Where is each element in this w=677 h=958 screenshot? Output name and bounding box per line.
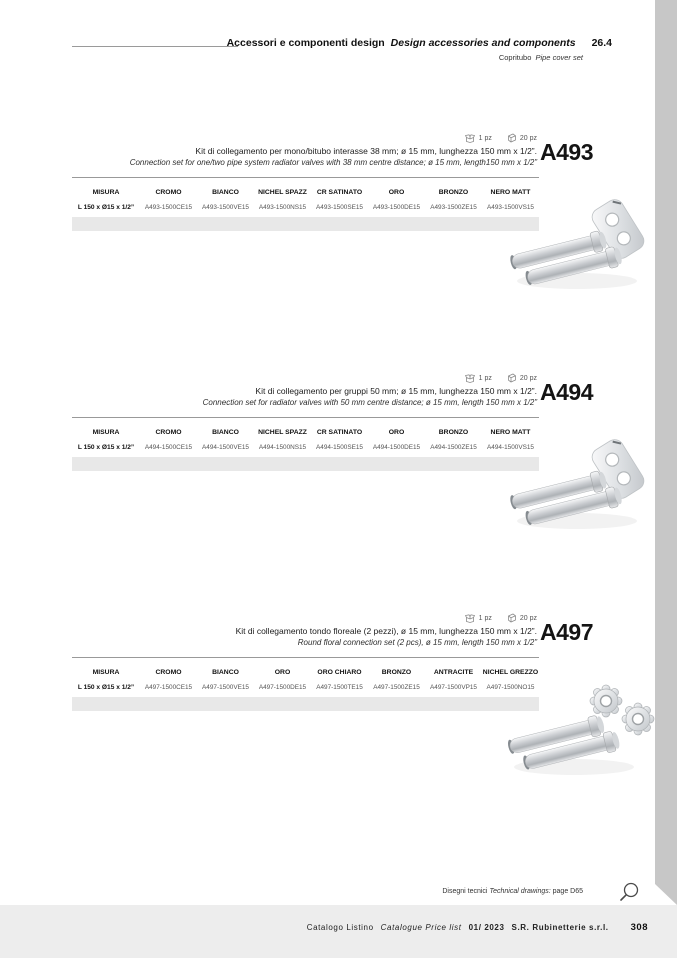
size-cell: L 150 x Ø15 x 1/2” xyxy=(77,444,135,451)
page-title xyxy=(227,37,612,49)
product-section-a493 xyxy=(0,133,677,373)
header-rule xyxy=(72,46,238,47)
page-subtitle-en: Pipe cover set xyxy=(535,53,583,62)
technical-drawings-note xyxy=(442,888,583,895)
wire-cube-icon xyxy=(506,613,516,623)
column-header: MISURA xyxy=(92,429,120,436)
packaging-info xyxy=(465,373,537,383)
rosette xyxy=(590,685,622,717)
description-it: Kit di collegamento per mono/bitubo interasse 38 mm; ø 15 mm, lunghezza 150 mm x 1/2”. xyxy=(195,146,537,156)
description-en: Round floral connection set (2 pcs), ø 15 mm, length 150 mm x 1/2” xyxy=(297,638,537,647)
code-cell: A494-1500NS15 xyxy=(258,444,307,451)
product-section-a497 xyxy=(0,613,677,853)
column-header: CROMO xyxy=(155,189,182,196)
code-cell: A493-1500DE15 xyxy=(372,204,421,211)
column-header: NICHEL SPAZZ xyxy=(258,429,307,436)
wire-cube-icon xyxy=(506,133,516,143)
column-header: CROMO xyxy=(155,429,182,436)
section-divider xyxy=(72,177,539,178)
code-cell: A494-1500VE15 xyxy=(202,444,249,451)
open-box-icon xyxy=(465,614,475,623)
page-title-en: Design accessories and components xyxy=(390,37,576,49)
table-header-row xyxy=(72,186,539,200)
open-box-icon xyxy=(465,134,475,143)
footer-catalog-it: Catalogo Listino xyxy=(306,923,374,932)
magnifier-icon[interactable] xyxy=(616,880,642,906)
product-table xyxy=(72,186,539,231)
table-row xyxy=(72,440,539,455)
pack-box-label: 20 pz xyxy=(519,614,537,622)
product-code-badge xyxy=(540,379,593,405)
product-table xyxy=(72,426,539,471)
wire-cube-icon xyxy=(506,373,516,383)
column-header: NERO MATT xyxy=(490,189,531,196)
footer-edition: 01/ 2023 xyxy=(468,923,505,932)
column-header: ANTRACITE xyxy=(433,669,474,676)
column-header: BIANCO xyxy=(212,669,239,676)
description-it: Kit di collegamento per gruppi 50 mm; ø 15 mm, lunghezza 150 mm x 1/2”. xyxy=(255,386,537,396)
code-cell: A494-1500SE15 xyxy=(316,444,363,451)
code-cell: A493-1500ZE15 xyxy=(430,204,477,211)
pack-box-label: 20 pz xyxy=(519,134,537,142)
code-cell: A493-1500VS15 xyxy=(487,204,534,211)
column-header: MISURA xyxy=(92,669,120,676)
drawings-note-page: page D65 xyxy=(552,888,583,895)
code-cell: A494-1500VS15 xyxy=(487,444,534,451)
product-photo-floral-kit xyxy=(502,669,660,787)
code-cell: A493-1500VE15 xyxy=(202,204,249,211)
column-header: ORO CHIARO xyxy=(317,669,362,676)
column-header: BRONZO xyxy=(438,429,469,436)
rosette xyxy=(622,703,654,735)
footer-catalog-en: Catalogue Price list xyxy=(380,923,462,932)
product-table xyxy=(72,666,539,711)
size-cell: L 150 x Ø15 x 1/2” xyxy=(77,684,135,691)
column-header: NERO MATT xyxy=(490,429,531,436)
description-en: Connection set for radiator valves with 50 mm centre distance; ø 15 mm, length 150 mm x 1/2” xyxy=(202,398,537,407)
footer-bar xyxy=(0,905,677,958)
column-header: NICHEL SPAZZ xyxy=(258,189,307,196)
column-header: ORO xyxy=(388,189,405,196)
page-subtitle xyxy=(499,53,583,62)
drawings-note-en: Technical drawings: xyxy=(489,888,551,895)
size-cell: L 150 x Ø15 x 1/2” xyxy=(77,204,135,211)
code-cell: A497-1500ZE15 xyxy=(373,684,420,691)
section-divider xyxy=(72,657,539,658)
product-section-a494 xyxy=(0,373,677,613)
product-code-badge xyxy=(540,619,593,645)
section-divider xyxy=(72,417,539,418)
column-header: ORO xyxy=(274,669,291,676)
code-cell: A497-1500VP15 xyxy=(430,684,477,691)
pack-box-label: 20 pz xyxy=(519,374,537,382)
column-header: ORO xyxy=(388,429,405,436)
column-header: NICHEL GREZZO xyxy=(482,669,539,676)
product-code: A493 xyxy=(540,139,593,165)
code-cell: A497-1500VE15 xyxy=(202,684,249,691)
product-code: A497 xyxy=(540,619,593,645)
code-cell: A494-1500DE15 xyxy=(372,444,421,451)
column-header: BIANCO xyxy=(212,429,239,436)
code-cell: A497-1500DE15 xyxy=(258,684,307,691)
code-cell: A494-1500ZE15 xyxy=(430,444,477,451)
column-header: BIANCO xyxy=(212,189,239,196)
page-number: 308 xyxy=(630,922,648,933)
code-cell: A497-1500CE15 xyxy=(144,684,193,691)
product-photo-connection-kit xyxy=(502,429,654,544)
column-header: MISURA xyxy=(92,189,120,196)
empty-row-band xyxy=(72,217,539,231)
section-number: 26.4 xyxy=(591,37,612,49)
column-header: BRONZO xyxy=(438,189,469,196)
table-header-row xyxy=(72,426,539,440)
table-header-row xyxy=(72,666,539,680)
product-photo-connection-kit xyxy=(502,189,654,304)
table-row xyxy=(72,680,539,695)
page-subtitle-it: Copritubo xyxy=(498,53,532,62)
pack-single-label: 1 pz xyxy=(478,134,492,142)
packaging-info xyxy=(465,133,537,143)
description-en: Connection set for one/two pipe system radiator valves with 38 mm centre distance; ø 15 mm, length150 mm x 1/2” xyxy=(129,158,537,167)
code-cell: A494-1500CE15 xyxy=(144,444,193,451)
product-code-badge xyxy=(540,139,593,165)
footer-company: S.R. Rubinetterie s.r.l. xyxy=(511,923,609,932)
description-it: Kit di collegamento tondo floreale (2 pezzi), ø 15 mm, lunghezza 150 mm x 1/2”. xyxy=(235,626,537,636)
footer-text xyxy=(307,922,648,933)
code-cell: A497-1500TE15 xyxy=(316,684,363,691)
open-box-icon xyxy=(465,374,475,383)
page-title-it: Accessori e componenti design xyxy=(226,37,385,49)
column-header: BRONZO xyxy=(381,669,412,676)
code-cell: A493-1500CE15 xyxy=(144,204,193,211)
code-cell: A493-1500SE15 xyxy=(316,204,363,211)
column-header: CR SATINATO xyxy=(316,429,363,436)
table-row xyxy=(72,200,539,215)
code-cell: A493-1500NS15 xyxy=(258,204,307,211)
empty-row-band xyxy=(72,697,539,711)
empty-row-band xyxy=(72,457,539,471)
packaging-info xyxy=(465,613,537,623)
column-header: CR SATINATO xyxy=(316,189,363,196)
product-code: A494 xyxy=(540,379,593,405)
pack-single-label: 1 pz xyxy=(478,374,492,382)
drawings-note-it: Disegni tecnici xyxy=(442,888,488,895)
pack-single-label: 1 pz xyxy=(478,614,492,622)
code-cell: A497-1500NO15 xyxy=(486,684,535,691)
column-header: CROMO xyxy=(155,669,182,676)
